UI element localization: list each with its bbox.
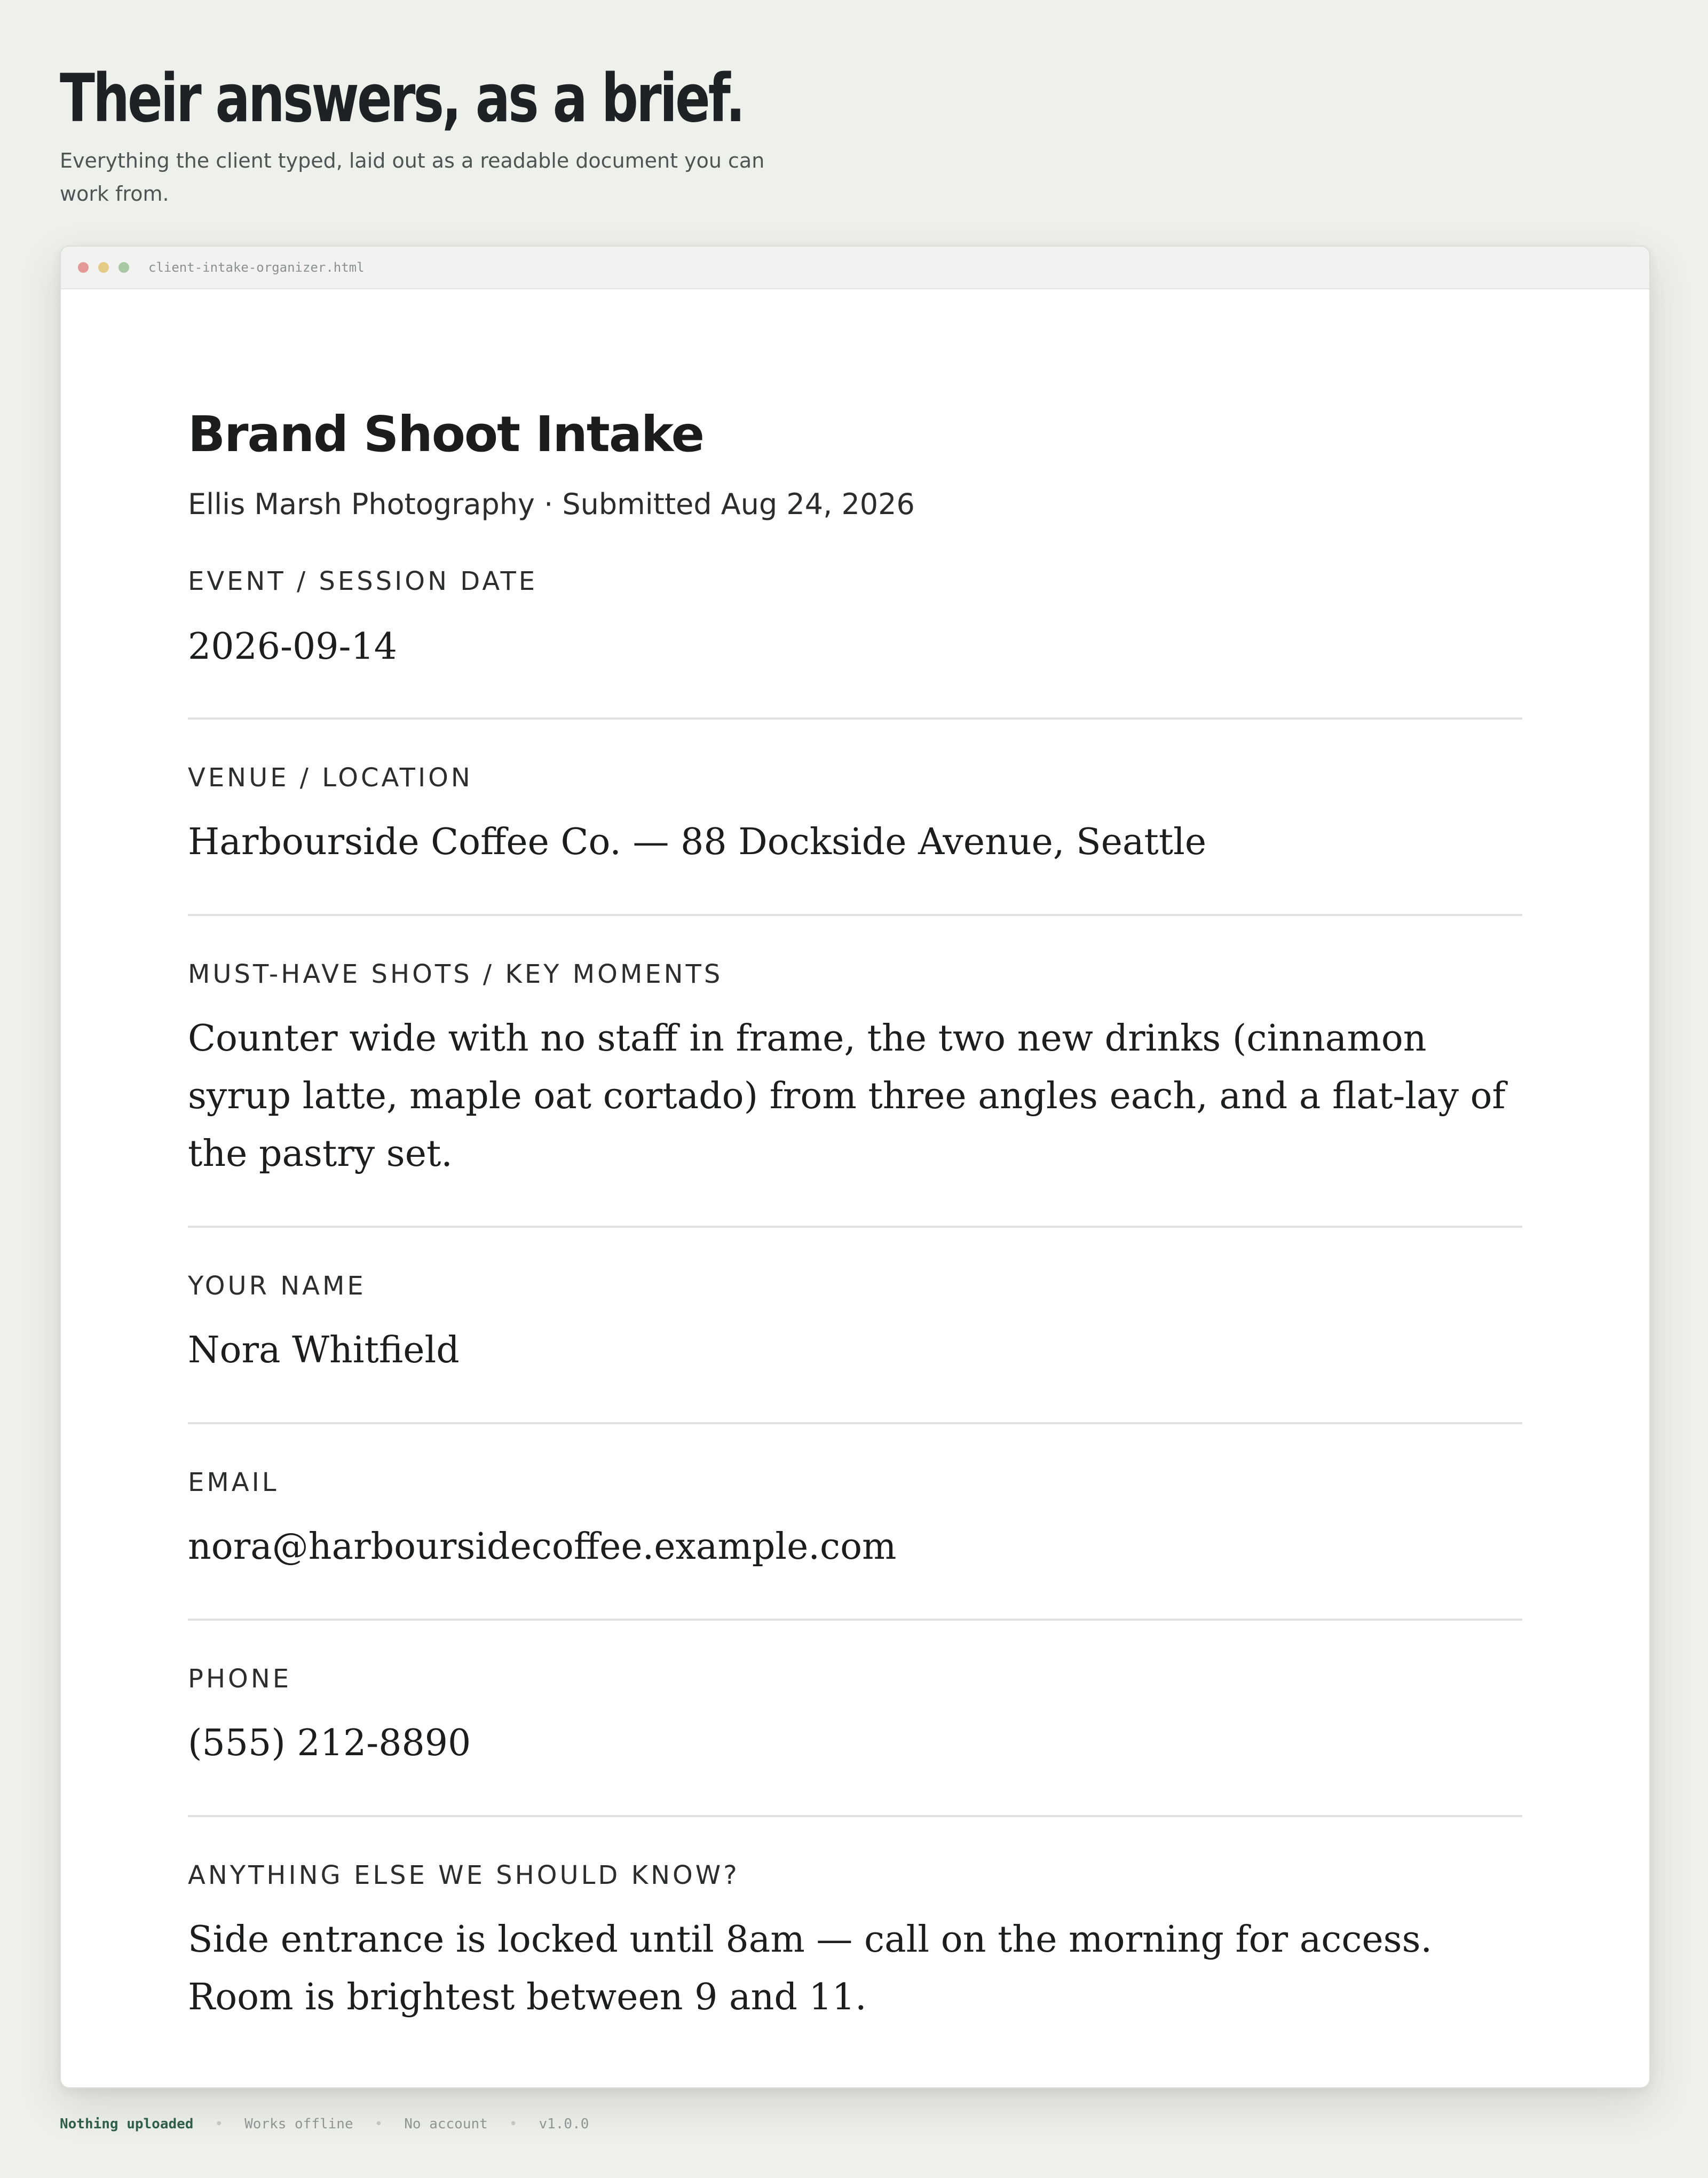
field-value: (555) 212-8890 <box>188 1722 471 1764</box>
footer-separator: • <box>509 2116 518 2132</box>
footer-separator: • <box>374 2116 383 2132</box>
window-filename: client-intake-organizer.html <box>148 260 365 275</box>
brief-title: Brand Shoot Intake <box>188 406 704 463</box>
window-titlebar <box>61 247 1649 289</box>
page-headline: Their answers, as a brief. <box>60 60 744 137</box>
status-footer <box>60 2115 589 2133</box>
field-label: EVENT / SESSION DATE <box>188 566 538 596</box>
minimize-window-dot[interactable] <box>98 262 109 273</box>
page-subtitle: Everything the client typed, laid out as a readable document you can work from. <box>60 149 765 206</box>
field-phone <box>188 1621 1522 1817</box>
footer-separator: • <box>215 2116 224 2132</box>
version-label: v1.0.0 <box>539 2116 589 2132</box>
field-value: Harbourside Coffee Co. — 88 Dockside Avenue, Seattle <box>188 821 1207 863</box>
field-session-date <box>188 566 1522 720</box>
offline-status: Works offline <box>244 2116 353 2132</box>
field-label: ANYTHING ELSE WE SHOULD KNOW? <box>188 1860 740 1890</box>
field-your-name <box>188 1228 1522 1424</box>
field-label: YOUR NAME <box>188 1271 366 1301</box>
close-window-dot[interactable] <box>78 262 89 273</box>
field-value: nora@harboursidecoffee.example.com <box>188 1526 897 1568</box>
field-label: EMAIL <box>188 1467 279 1497</box>
upload-status: Nothing uploaded <box>60 2116 194 2132</box>
maximize-window-dot[interactable] <box>118 262 129 273</box>
browser-window <box>60 246 1650 2088</box>
field-anything-else <box>188 1817 1522 2026</box>
field-value: Counter wide with no staff in frame, the two new drinks (cinnamon syrup latte, maple oat cortado) from three angles each, and a flat-lay of the pastry set. <box>188 1017 1506 1175</box>
intake-brief-document <box>188 405 1522 2026</box>
field-must-have-shots <box>188 916 1522 1228</box>
field-label: VENUE / LOCATION <box>188 763 473 793</box>
account-status: No account <box>404 2116 488 2132</box>
field-value: 2026-09-14 <box>188 626 398 668</box>
field-label: PHONE <box>188 1664 292 1694</box>
field-venue <box>188 720 1522 916</box>
brief-meta: Ellis Marsh Photography · Submitted Aug 24, 2026 <box>188 487 915 521</box>
field-label: MUST-HAVE SHOTS / KEY MOMENTS <box>188 959 723 989</box>
field-value: Nora Whitfield <box>188 1329 460 1371</box>
field-email <box>188 1424 1522 1621</box>
field-value: Side entrance is locked until 8am — call on the morning for access. Room is brightest between 9 and 11. <box>188 1919 1433 2018</box>
